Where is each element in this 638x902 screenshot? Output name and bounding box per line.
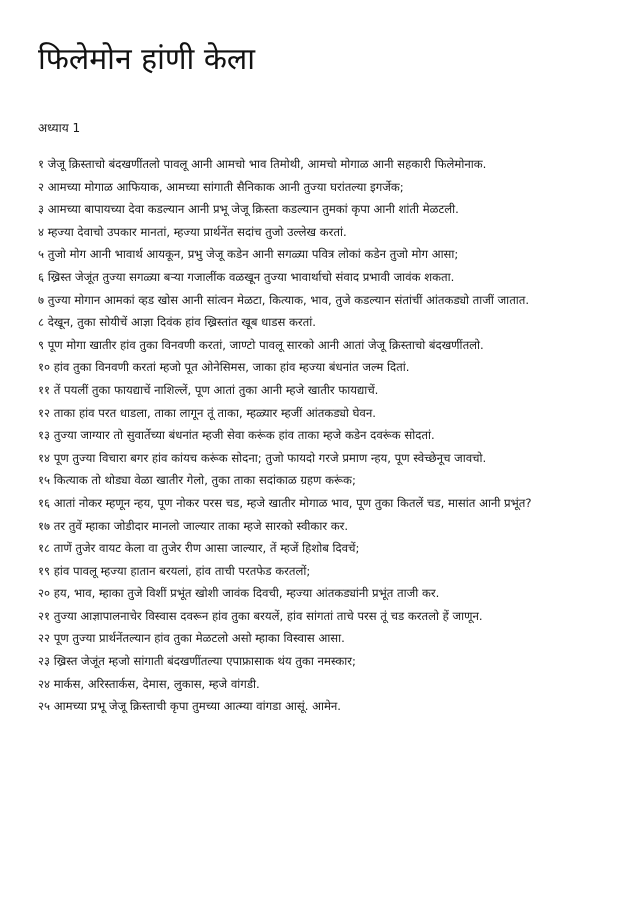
verse-23: २३ ख्रिस्त जेजूंत म्हजो सांगाती बंदखणींतल्या एपाफ्रासाक थंय तुका नमस्कार;: [38, 654, 356, 669]
verse-22: २२ पूण तुज्या प्रार्थनेंतल्यान हांव तुका मेळटलो असो म्हाका विस्वास आसा.: [38, 631, 345, 646]
verse-1: १ जेजू क्रिस्ताचो बंदखणींतलो पावलू आनी आमचो भाव तिमोथी, आमचो मोगाळ आनी सहकारी फिलेमोनाक.: [38, 157, 487, 171]
verse-list: [38, 153, 600, 718]
verse-25: २५ आमच्या प्रभू जेजू क्रिस्ताची कृपा तुमच्या आत्म्या वांगडा आसूं. आमेन.: [38, 699, 341, 714]
verse-11: ११ तें पयलीं तुका फायद्याचें नाशिल्लें, पूण आतां तुका आनी म्हजे खातीर फायद्याचें.: [38, 382, 379, 397]
verse-21: २१ तुज्या आज्ञापालनाचेर विस्वास दवरून हांव तुका बरयलें, हांव सांगतां ताचे परस तूं चड करतलो हें जाणून.: [38, 608, 483, 623]
verse-20: २० हय, भाव, म्हाका तुजे विशीं प्रभूंत खोशी जावंक दिवची, म्हज्या आंतकड्यांनी प्रभूंत ताजी कर.: [38, 586, 440, 601]
verse-16: १६ आतां नोकर म्हणून न्हय, पूण नोकर परस चड, म्हजे खातीर मोगाळ भाव, पूण तुका कितलें चड, मासांत आनी प्रभूंत?: [38, 495, 532, 510]
verse-15: १५ कित्याक तो थोड्या वेळा खातीर गेलो, तुका ताका सदांकाळ ग्रहण करूंक;: [38, 473, 356, 488]
verse-14: १४ पूण तुज्या विचारा बगर हांव कांयच करूंक सोदना; तुजो फायदो गरजे प्रमाण न्हय, पूण स्वेच्छेनूच जावचो.: [38, 450, 487, 465]
verse-12: १२ ताका हांव परत धाडला, ताका लागून तूं ताका, म्हळ्यार म्हजीं आंतकड्यो घेवन.: [38, 405, 376, 420]
verse-6: ६ ख्रिस्त जेजूंत तुज्या सगळ्या बऱ्या गजालींक वळखून तुज्या भावार्थाचो संवाद प्रभावी जावंक शकता.: [38, 269, 455, 284]
verse-17: १७ तर तुवें म्हाका जोडीदार मानलो जाल्यार ताका म्हजे सारको स्वीकार कर.: [38, 518, 349, 533]
verse-9: ९ पूण मोगा खातीर हांव तुका विनवणी करतां, जाण्टो पावलू सारको आनी आतां जेजू क्रिस्ताचो बंदखणींतलो.: [38, 337, 484, 352]
verse-3: ३ आमच्या बापायच्या देवा कडल्यान आनी प्रभू जेजू क्रिस्ता कडल्यान तुमकां कृपा आनी शांती मेळटली.: [38, 202, 459, 217]
chapter-label: अध्याय 1: [38, 121, 81, 135]
verse-13: १३ तुज्या जाग्यार तो सुवार्तेच्या बंधनांत म्हजी सेवा करूंक हांव ताका म्हजे कडेन दवरूंक सोदतां.: [38, 428, 435, 443]
verse-4: ४ म्हज्या देवाचो उपकार मानतां, म्हज्या प्रार्थनेंत सदांच तुजो उल्लेख करतां.: [38, 224, 347, 239]
verse-19: १९ हांव पावलू म्हज्या हातान बरयलां, हांव ताची परतफेड करतलों;: [38, 563, 311, 578]
verse-5: ५ तुजो मोग आनी भावार्थ आयकून, प्रभु जेजू कडेन आनी सगळ्या पवित्र लोकां कडेन तुजो मोग आसा;: [38, 247, 459, 262]
document-title: फिलेमोन हांणी केला: [38, 42, 255, 77]
verse-18: १८ ताणें तुजेर वायट केला वा तुजेर रीण आसा जाल्यार, तें म्हजें हिशोब दिवचें;: [38, 541, 360, 556]
verse-2: २ आमच्या मोगाळ आफियाक, आमच्या सांगाती सैनिकाक आनी तुज्या घरांतल्या इगर्जेक;: [38, 179, 404, 194]
verse-8: ८ देखून, तुका सोयीचें आज्ञा दिवंक हांव ख्रिस्तांत खूब धाडस करतां.: [38, 315, 316, 330]
verse-24: २४ मार्कस, अरिस्तार्कस, देमास, लुकास, म्हजे वांगडी.: [38, 676, 260, 691]
verse-7: ७ तुज्या मोगान आमकां व्हड खोस आनी सांत्वन मेळटा, कित्याक, भाव, तुजे कडल्यान संतांचीं आंतकड्यो ताजीं जातात.: [38, 292, 530, 307]
verse-10: १० हांव तुका विनवणी करतां म्हजो पूत ओनेसिमस, जाका हांव म्हज्या बंधनांत जल्म दितां.: [38, 360, 410, 375]
